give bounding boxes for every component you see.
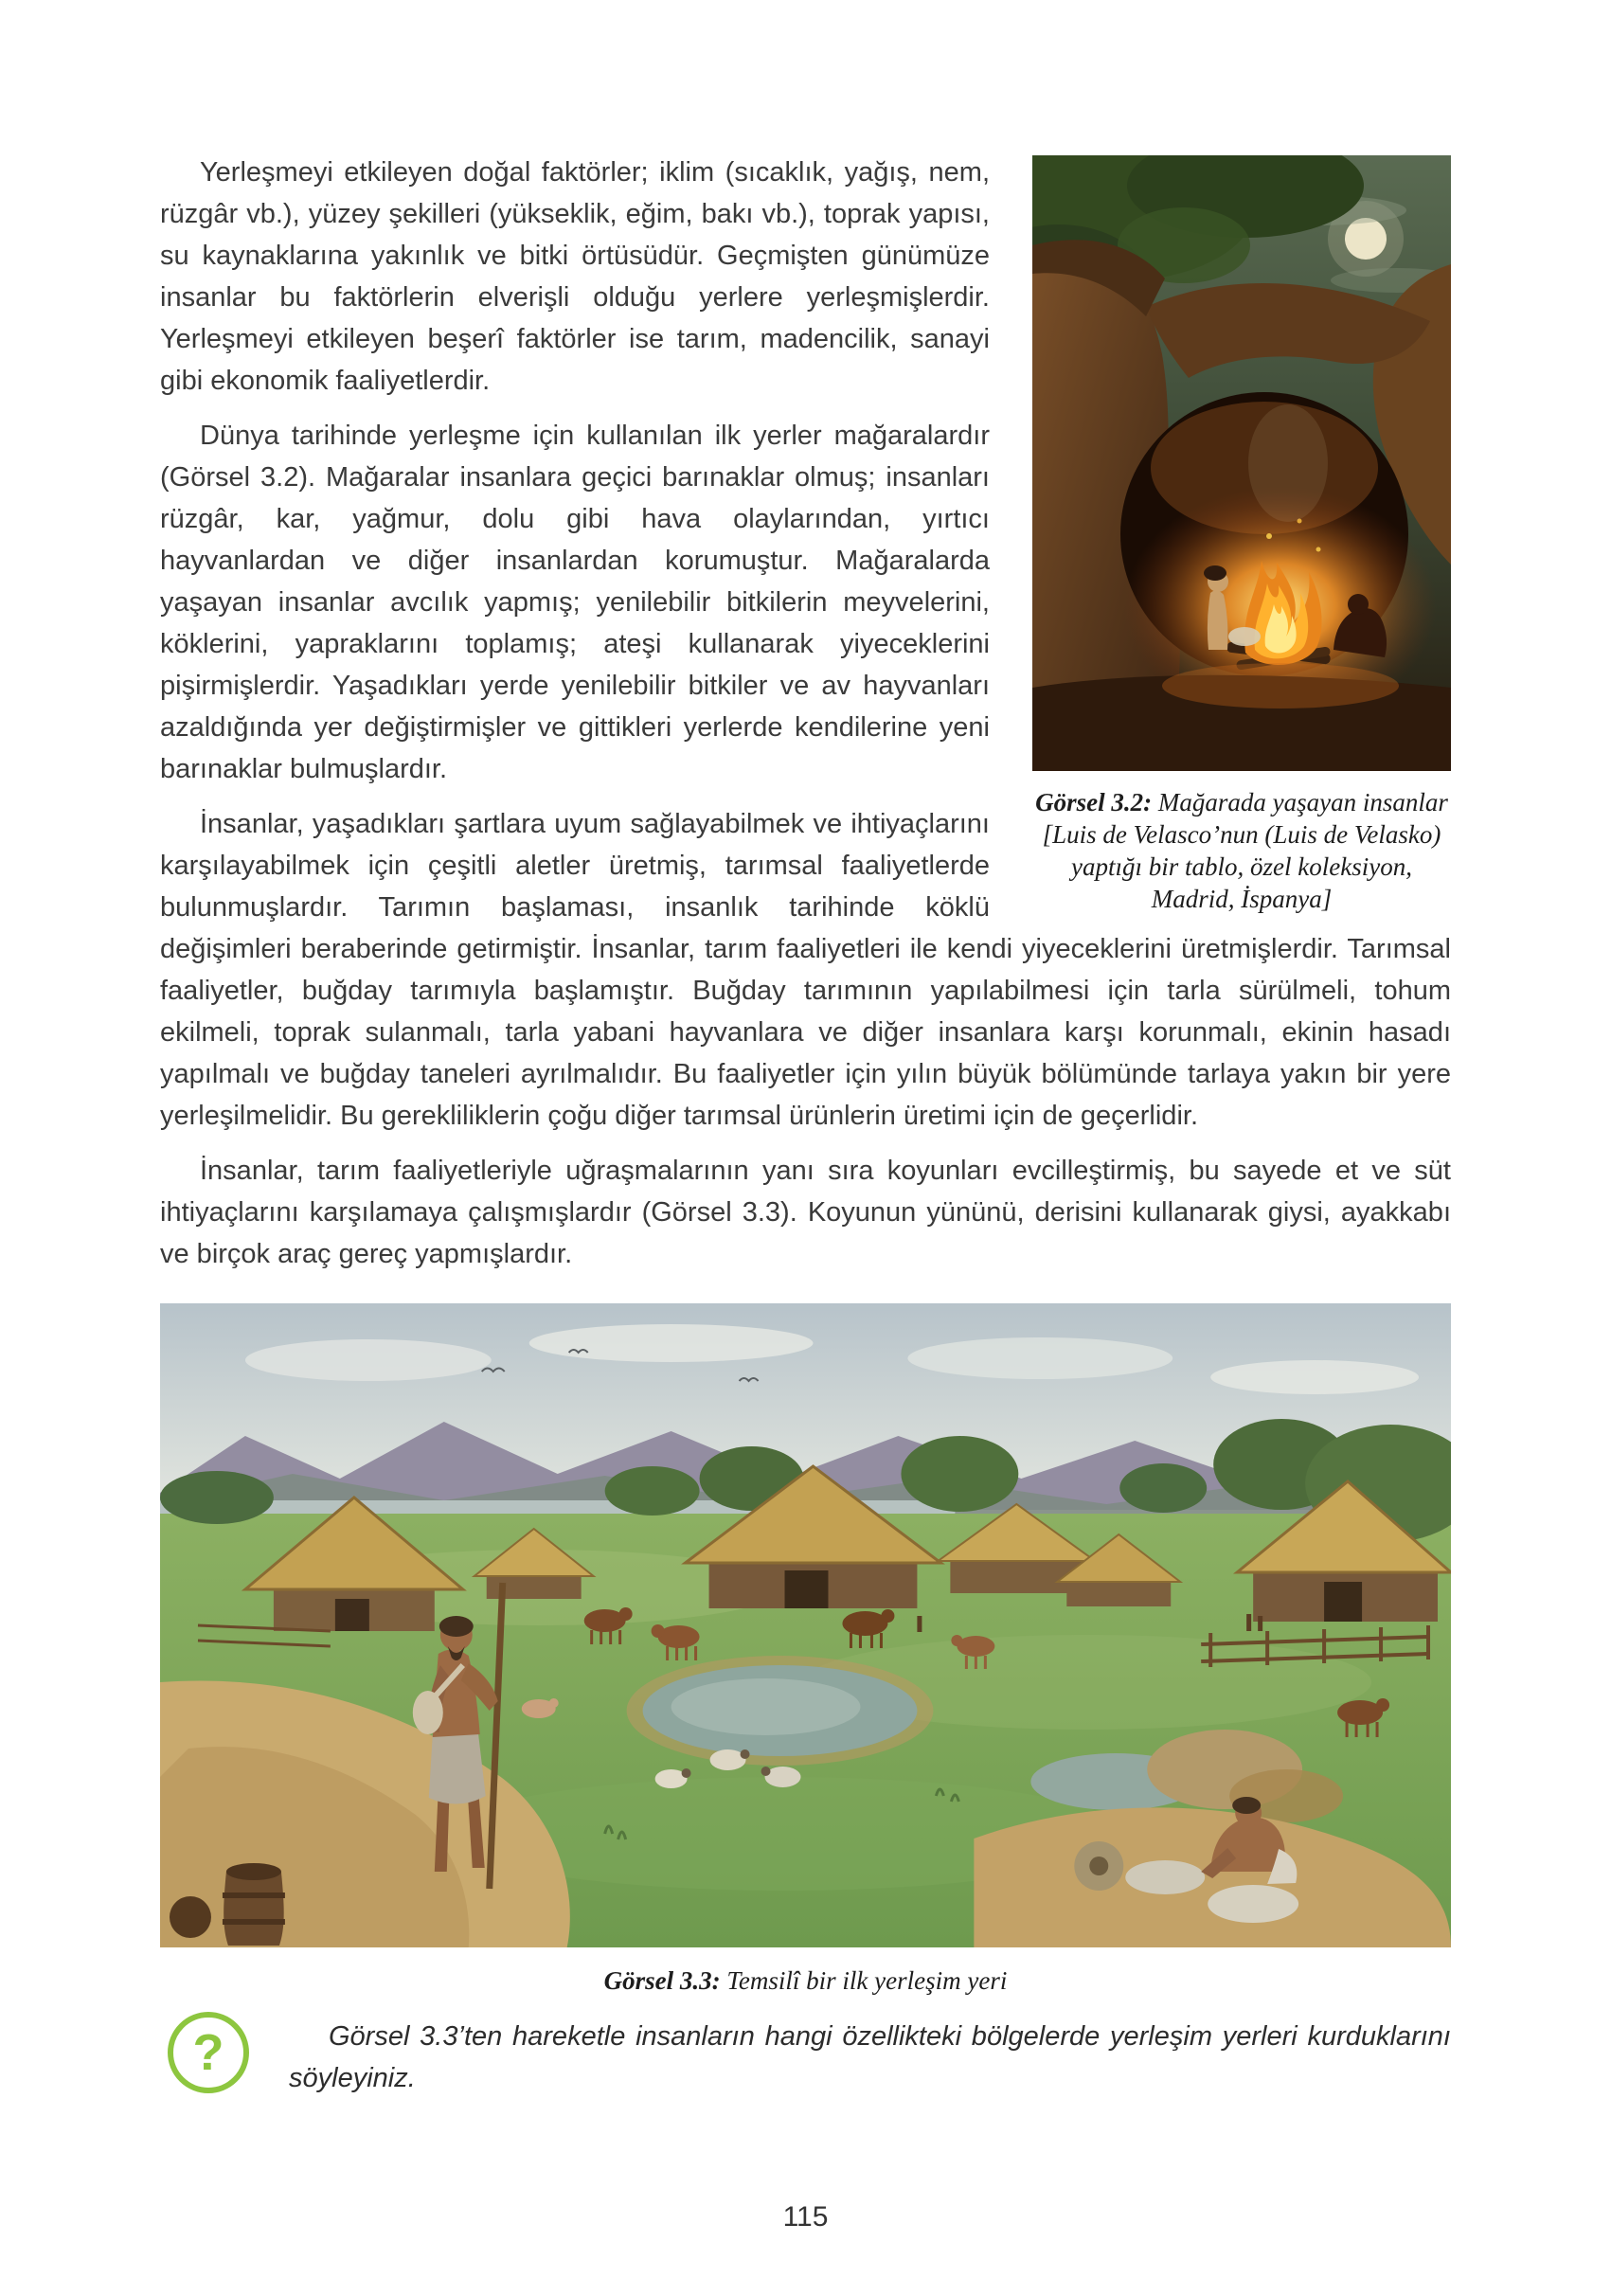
- settlement-illustration: [160, 1303, 1451, 1947]
- question-box: [160, 2012, 1451, 2112]
- page-number: 115: [782, 2201, 829, 2233]
- paragraph-4: İnsanlar, tarım faaliyetleriyle uğraşmalarının yanı sıra koyunları evcilleştirmiş, bu sayede et ve süt ihtiyaçlarını karşılamaya çalışmışlardır (Görsel 3.3). Koyunun yününü, derisini kullanarak giysi, ayakkabı ve birçok araç gereç yapmışlardır.: [160, 1156, 1451, 1269]
- figure-3-3-caption-label: Görsel 3.3:: [603, 1966, 721, 1995]
- cave-painting-image: [1032, 155, 1451, 771]
- question-mark-icon: ?: [168, 2012, 249, 2093]
- figure-3-2-caption: [1032, 786, 1451, 915]
- paragraph-1: Yerleşmeyi etkileyen doğal faktörler; iklim (sıcaklık, yağış, nem, rüzgâr vb.), yüzey şekilleri (yükseklik, eğim, bakı vb.), toprak yapısı, su kaynaklarına yakınlık ve bitki örtüsüdür. Geçmişten günümüze insanlar bu faktörlerin elverişli olduğu yerlere yerleşmişlerdir. Yerleşmeyi etkileyen beşerî faktörler ise tarım, madencilik, sanayi gibi ekonomik faaliyetlerdir.: [160, 157, 990, 396]
- question-text: Görsel 3.3’ten hareketle insanların hangi özellikteki bölgelerde yerleşim yerleri kurduklarını söyleyiniz.: [289, 2021, 1451, 2093]
- figure-3-3-caption-text: Temsilî bir ilk yerleşim yeri: [720, 1966, 1008, 1995]
- cave-painting-illustration: [1032, 155, 1451, 771]
- figure-3-2-caption-text: Mağarada yaşayan insanlar [Luis de Velasco’nun (Luis de Velasko) yaptığı bir tablo, özel koleksiyon, Madrid, İspanya]: [1042, 788, 1448, 913]
- figure-3-2: [1032, 155, 1451, 915]
- article-body: [160, 152, 1451, 2112]
- figure-3-2-caption-label: Görsel 3.2:: [1035, 788, 1153, 816]
- figure-3-3-caption: [160, 1964, 1451, 1997]
- settlement-image: [160, 1303, 1451, 1947]
- paragraph-3: İnsanlar, yaşadıkları şartlara uyum sağlayabilmek ve ihtiyaçlarını karşılayabilmek için çeşitli aletler üretmiş, tarımsal faaliyetlerde bulunmuşlardır. Tarımın başlaması, insanlık tarihinde köklü değişimleri beraberinde getirmiştir. İnsanlar, tarım faaliyetleri ile kendi yiyeceklerini üretmişlerdir. Tarımsal faaliyetler, buğday tarımıyla başlamıştır. Buğday tarımının yapılabilmesi için tarla sürülmeli, tohum ekilmeli, toprak sulanmalı, tarla yabani hayvanlara ve diğer insanlara karşı korunmalı, ekinin hasadı yapılmalı ve buğday taneleri ayrılmalıdır. Bu faaliyetler için yılın büyük bölümünde tarlaya yakın bir yere yerleşilmelidir. Bu gerekliliklerin çoğu diğer tarımsal ürünlerin üretimi için de geçerlidir.: [160, 809, 1451, 1131]
- paragraph-2: Dünya tarihinde yerleşme için kullanılan ilk yerler mağaralardır (Görsel 3.2). Mağaralar insanlara geçici barınaklar olmuş; insanları rüzgâr, kar, yağmur, dolu gibi hava olaylarından, yırtıcı hayvanlardan ve diğer insanlardan korumuştur. Mağaralarda yaşayan insanlar avcılık yapmış; yenilebilir bitkilerin meyvelerini, köklerini, yapraklarını toplamış; ateşi kullanarak yiyeceklerini pişirmişlerdir. Yaşadıkları yerde yenilebilir bitkiler ve av hayvanları azaldığında yer değiştirmişler ve gittikleri yerlerde kendilerine yeni barınaklar bulmuşlardır.: [160, 421, 990, 784]
- figure-3-3: [160, 1303, 1451, 1997]
